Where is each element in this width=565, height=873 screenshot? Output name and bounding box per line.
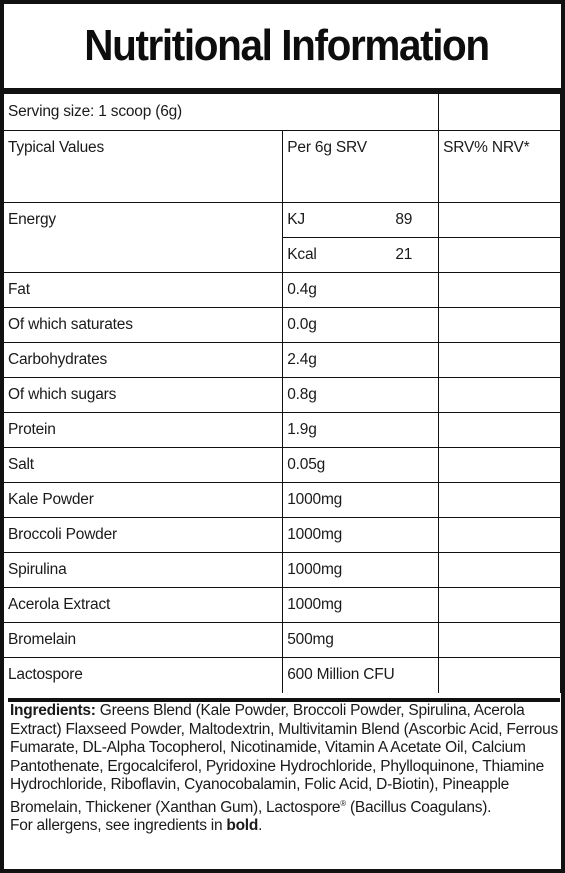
row-value: 1000mg [283, 553, 439, 588]
table-row [4, 518, 561, 553]
table-row [4, 483, 561, 518]
table-row [4, 658, 561, 693]
row-nrv [439, 483, 561, 518]
serving-row [4, 94, 561, 131]
serving-size: Serving size: 1 scoop (6g) [4, 94, 439, 131]
row-nrv [439, 413, 561, 448]
row-label: Spirulina [4, 553, 283, 588]
energy-label: Energy [4, 203, 283, 273]
ingredients-text [8, 702, 560, 817]
table-row [4, 273, 561, 308]
row-label: Of which saturates [4, 308, 283, 343]
row-value: 2.4g [283, 343, 439, 378]
row-label: Bromelain [4, 623, 283, 658]
ingredients-tail: (Bacillus Coagulans). [345, 798, 492, 816]
row-value: 1.9g [283, 413, 439, 448]
row-value: 0.8g [283, 378, 439, 413]
registered-mark: ® [340, 798, 346, 808]
ingredients-block [8, 698, 560, 836]
row-value: 500mg [283, 623, 439, 658]
header-per: Per 6g SRV [283, 131, 439, 203]
row-value: 1000mg [283, 518, 439, 553]
label-title: Nutritional Information [84, 21, 489, 70]
table-row [4, 448, 561, 483]
row-value: 0.4g [283, 273, 439, 308]
row-nrv [439, 518, 561, 553]
row-nrv [439, 553, 561, 588]
row-label: Carbohydrates [4, 343, 283, 378]
row-nrv [439, 343, 561, 378]
allergen-prefix: For allergens, see ingredients in [10, 817, 227, 835]
header-row [4, 131, 561, 203]
allergen-suffix: . [258, 817, 263, 835]
allergen-bold: bold [226, 817, 259, 835]
serving-blank [439, 94, 561, 131]
row-nrv [439, 623, 561, 658]
energy-kj-nrv [439, 203, 561, 238]
row-nrv [439, 273, 561, 308]
header-nrv: SRV% NRV* [439, 131, 561, 203]
row-label: Lactospore [4, 658, 283, 693]
nutrition-table [4, 93, 561, 693]
kj-value: 89 [395, 211, 413, 228]
kcal-unit: Kcal [287, 246, 317, 263]
row-label: Kale Powder [4, 483, 283, 518]
table-row [4, 413, 561, 448]
row-nrv [439, 378, 561, 413]
table-row [4, 553, 561, 588]
row-label: Fat [4, 273, 283, 308]
row-nrv [439, 448, 561, 483]
row-nrv [439, 658, 561, 693]
ingredients-list: Greens Blend (Kale Powder, Broccoli Powder, Spirulina, Acerola Extract) Flaxseed Powder, Maltodextrin, Multivitamin Blend (Ascorbic Acid, Ferrous Fumarate, DL-Alpha Tocopherol, Nicotinamide, Vitamin A Acetate Oil, Calcium Pantothenate, Ergocalciferol, Pyridoxine Hydrochloride, Phylloquinone, Thiamine Hydrochloride, Riboflavin, Cyanocobalamin, Folic Acid, D-Biotin), Pineapple Bromelain, Thickener (Xanthan Gum), Lactospore [10, 702, 559, 816]
row-label: Salt [4, 448, 283, 483]
table-row [4, 588, 561, 623]
table-row [4, 308, 561, 343]
row-value: 1000mg [283, 588, 439, 623]
kcal-value: 21 [395, 246, 413, 263]
table-row [4, 623, 561, 658]
header-typical: Typical Values [4, 131, 283, 203]
row-nrv [439, 588, 561, 623]
row-value: 0.0g [283, 308, 439, 343]
row-label: Protein [4, 413, 283, 448]
row-value: 600 Million CFU [283, 658, 439, 693]
kj-unit: KJ [287, 211, 305, 228]
energy-kj-row [4, 203, 561, 238]
row-value: 1000mg [283, 483, 439, 518]
energy-kj [283, 203, 439, 238]
row-value: 0.05g [283, 448, 439, 483]
row-label: Of which sugars [4, 378, 283, 413]
energy-kcal [283, 238, 439, 273]
row-label: Broccoli Powder [4, 518, 283, 553]
table-row [4, 378, 561, 413]
energy-kcal-nrv [439, 238, 561, 273]
allergen-note [8, 817, 560, 836]
row-nrv [439, 308, 561, 343]
ingredients-heading: Ingredients: [10, 702, 96, 719]
table-row [4, 343, 561, 378]
row-label: Acerola Extract [4, 588, 283, 623]
